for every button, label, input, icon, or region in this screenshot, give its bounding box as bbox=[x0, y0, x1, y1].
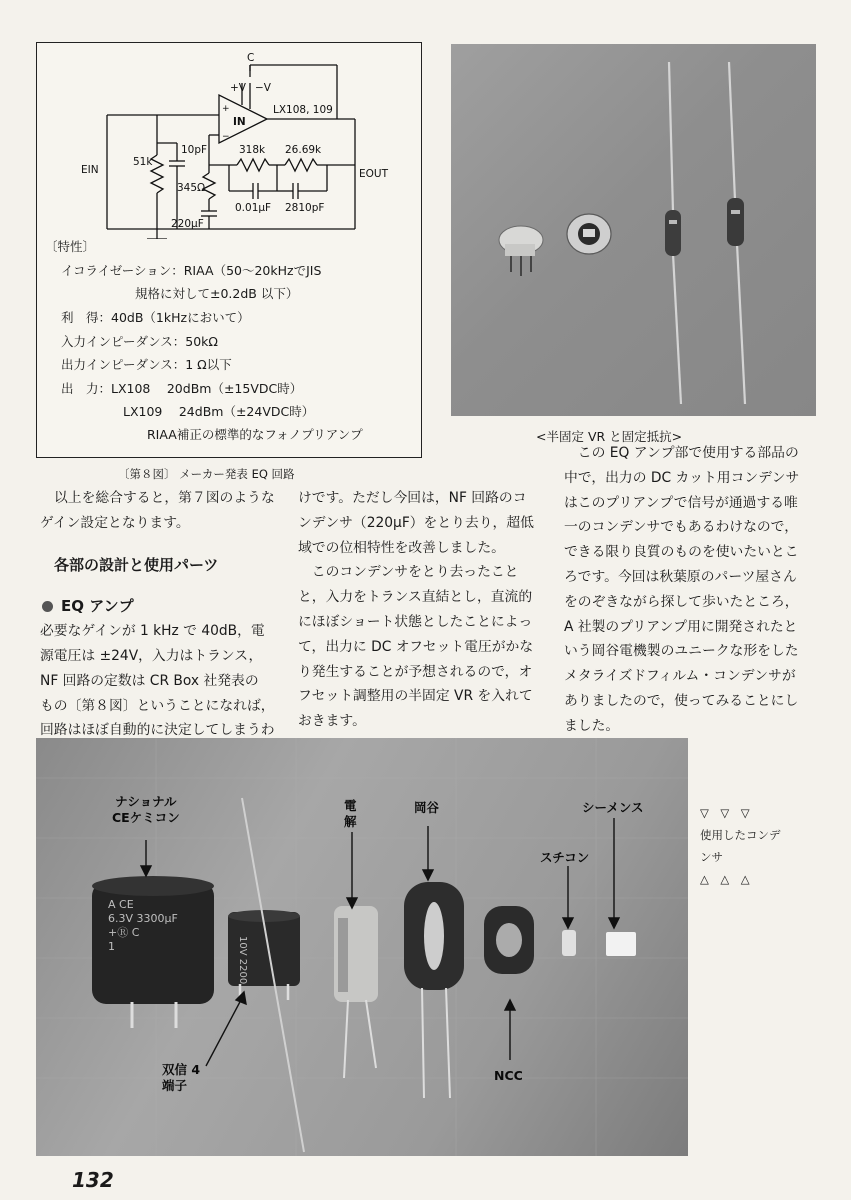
paragraph-line: はこのプリアンプで信号が通過する唯 bbox=[564, 494, 798, 511]
side-caption-text: 使用したコンデ ンサ bbox=[700, 828, 781, 864]
side-caption-bottom-marks: △ △ △ bbox=[700, 872, 750, 886]
label-eout: EOUT bbox=[359, 168, 388, 180]
photo-vr-resistors-drawing bbox=[451, 44, 816, 416]
spec-line: 入力インピーダンス：50kΩ bbox=[61, 334, 218, 349]
label-c001u: 0.01μF bbox=[235, 202, 272, 214]
photo-vr-and-resistors bbox=[451, 44, 816, 416]
paragraph-line: 以上を総合すると，第７図のような bbox=[54, 490, 275, 506]
paragraph-line: フセット調整用の半固定 VR を入れて bbox=[298, 688, 533, 705]
paragraph-line: A 社製のプリアンプ用に開発されたと bbox=[564, 618, 798, 635]
bullet-icon bbox=[42, 601, 53, 612]
paragraph-line: 源電圧は ±24V，入力はトランス， bbox=[40, 647, 263, 664]
label-c10p: 10pF bbox=[181, 144, 208, 156]
spec-line: 規格に対して±0.2dB 以下） bbox=[135, 286, 299, 301]
photo-capacitors bbox=[36, 738, 688, 1156]
column-1 bbox=[40, 486, 280, 743]
paragraph-line: メタライズドフィルム・コンデンサが bbox=[564, 668, 796, 685]
label-c: C bbox=[247, 52, 255, 64]
label-ein: EIN bbox=[81, 164, 99, 176]
label-r51k: 51k bbox=[133, 156, 153, 168]
spec-heading: 〔特性〕 bbox=[45, 239, 96, 254]
paragraph-line: この EQ アンプ部で使用する部品の bbox=[564, 445, 799, 461]
figure-8-box bbox=[36, 42, 422, 458]
label-plus-input: + bbox=[222, 104, 230, 114]
label-soshin: 双信 4 端子 bbox=[162, 1062, 201, 1093]
paragraph-line: ろです。今回は秋葉原のパーツ屋さん bbox=[564, 568, 797, 585]
paragraph-line: ました。 bbox=[564, 717, 620, 734]
photo1-caption: <半固定 VR と固定抵抗> bbox=[536, 429, 683, 444]
paragraph-line: 回路はほぼ自動的に決定してしまうわ bbox=[40, 722, 275, 739]
subsection-heading-text: EQ アンプ bbox=[61, 597, 134, 616]
label-r2669k: 26.69k bbox=[285, 144, 322, 156]
paragraph-line: もの〔第８図〕ということになれば， bbox=[40, 697, 275, 714]
section-heading: 各部の設計と使用パーツ bbox=[54, 555, 219, 574]
paragraph-line: けです。ただし今回は，NF 回路のコ bbox=[298, 490, 527, 506]
national-cap-print: A CE 6.3V 3300μF +Ⓡ C 1 bbox=[108, 898, 178, 953]
label-minus-input: − bbox=[222, 132, 230, 142]
soshin-cap-print: 10V 2200 bbox=[237, 936, 248, 985]
paragraph-line: 一のコンデンサでもあるわけなので， bbox=[564, 519, 798, 536]
paragraph-line: 域での位相特性を改善しました。 bbox=[298, 539, 505, 556]
photo2-side-caption bbox=[700, 802, 820, 890]
paragraph-line: できる限り良質のものを使いたいとこ bbox=[564, 544, 799, 561]
label-styrol: スチコン bbox=[540, 850, 590, 865]
paragraph-line: をのぞきながら探して歩いたところ， bbox=[564, 593, 799, 610]
page-number: 132 bbox=[72, 1168, 114, 1192]
label-ncc: NCC bbox=[494, 1068, 523, 1083]
paragraph-line: ゲイン設定となります。 bbox=[40, 514, 190, 531]
label-plus-v: +V bbox=[230, 82, 246, 94]
label-c2810p: 2810pF bbox=[285, 202, 325, 214]
column-3 bbox=[564, 441, 804, 739]
paragraph-line: て，出力に DC オフセット電圧がかな bbox=[298, 638, 534, 655]
spec-line: LX109 24dBm（±24VDC時） bbox=[123, 404, 315, 419]
label-okaya: 岡谷 bbox=[414, 800, 440, 815]
spec-line: RIAA補正の標準的なフォノプリアンプ bbox=[147, 427, 363, 442]
label-in: IN bbox=[233, 116, 246, 128]
paragraph-line: このコンデンサをとり去ったこと bbox=[298, 564, 519, 581]
paragraph-line: ありましたので，使ってみることにし bbox=[564, 692, 799, 709]
side-caption-top-marks: ▽ ▽ ▽ bbox=[700, 806, 750, 820]
subsection-heading bbox=[40, 594, 280, 619]
label-c220u: 220μF bbox=[171, 218, 204, 230]
paragraph-line: おきます。 bbox=[298, 713, 366, 730]
paragraph-line: と，入力をトランス直結とし，直流的 bbox=[298, 589, 533, 606]
spec-line: イコライゼーション：RIAA（50〜20kHzでJIS bbox=[61, 263, 322, 278]
label-r345: 345Ω bbox=[177, 182, 206, 194]
spec-line: 出力インピーダンス：1 Ω以下 bbox=[61, 357, 232, 372]
label-siemens: シーメンス bbox=[582, 800, 644, 815]
eq-circuit-diagram bbox=[37, 43, 423, 239]
paragraph-line: NF 回路の定数は CR Box 社発表の bbox=[40, 672, 259, 689]
paragraph-line: り発生することが予想されるので，オ bbox=[298, 663, 533, 680]
label-op-amp-model: LX108, 109 bbox=[273, 104, 333, 116]
spec-line: 出 力：LX108 20dBm（±15VDC時） bbox=[61, 381, 303, 396]
label-denkai: 電 解 bbox=[344, 798, 357, 829]
label-minus-v: −V bbox=[255, 82, 271, 94]
column-2 bbox=[298, 486, 538, 734]
figure-8-caption: 〔第８図〕 メーカー発表 EQ 回路 bbox=[118, 467, 295, 481]
label-national-ce: ナショナル CEケミコン bbox=[112, 794, 180, 825]
paragraph-line: いう岡谷電機製のユニークな形をした bbox=[564, 643, 799, 660]
paragraph-line: 必要なゲインが 1 kHz で 40dB，電 bbox=[40, 623, 265, 640]
label-r318k: 318k bbox=[239, 144, 266, 156]
paragraph-line: ンデンサ（220μF）をとり去り，超低 bbox=[298, 514, 534, 531]
paragraph-line: 中で，出力の DC カット用コンデンサ bbox=[564, 469, 800, 486]
spec-line: 利 得：40dB（1kHzにおいて） bbox=[61, 310, 250, 325]
paragraph-line: にほぼショート状態としたことによっ bbox=[298, 613, 533, 630]
